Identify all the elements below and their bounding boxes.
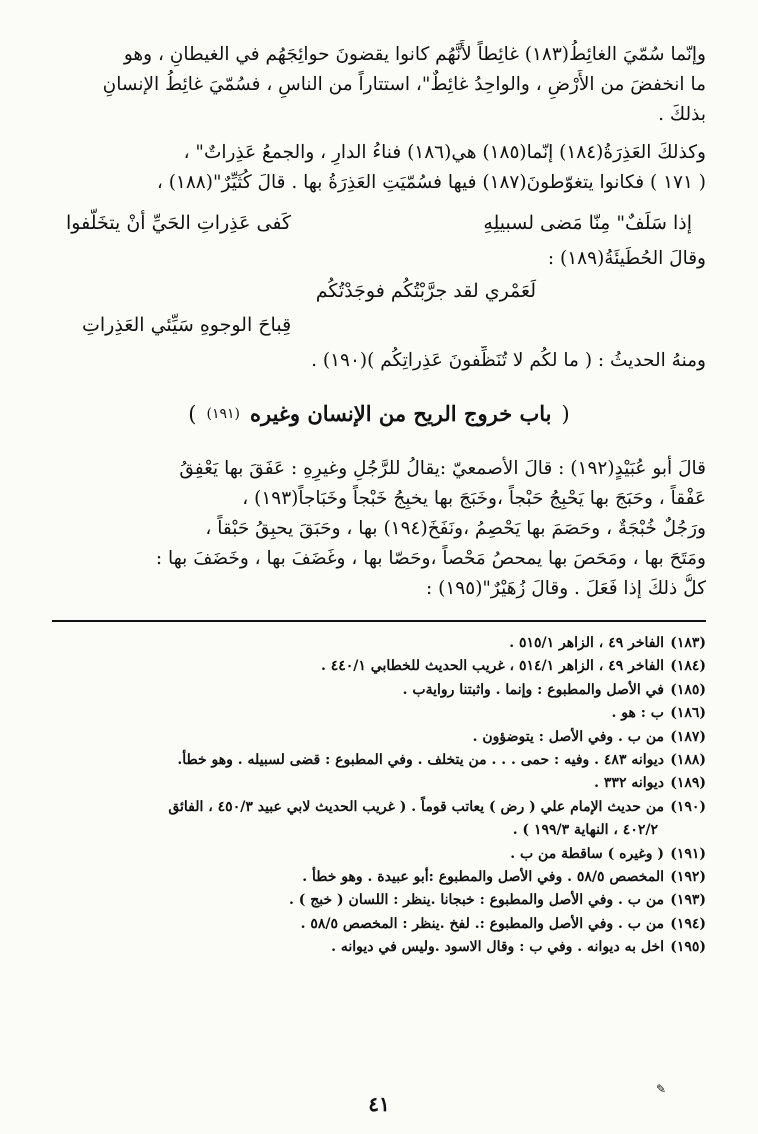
chapter-close-paren: ) <box>188 402 197 426</box>
text-line: ( ١٧١ ) فكانوا يتغوّطونَ(١٨٧) فيها فسُمّيَتِ العَذِرَةُ بها . قالَ كُثَيِّرٌ"(١٨٨) ، <box>156 172 706 193</box>
document-page <box>52 40 706 1114</box>
footnote-continuation <box>52 819 706 842</box>
footnote <box>52 913 706 936</box>
chapter-open-paren: ( <box>561 402 570 426</box>
footnote-text: من ب . وفي الأصل والمطبوع : خبجانا .ينظر : اللسان ( خبج ) . <box>289 892 664 909</box>
text-line: بذلكَ . <box>658 104 706 125</box>
footnote-text: ديوانه ٤٨٣ . وفيه : حمى . . . من يتخلف . وفي المطبوع : قضى لسبيله . وهو خطأ. <box>177 752 664 769</box>
page-number: ٤١ <box>368 1092 390 1116</box>
paragraph-ghaeit <box>52 40 706 130</box>
footnote-text: اخل به ديوانه . وفي ب : وقال الاسود .وليس في ديوانه . <box>331 939 664 956</box>
footnote <box>52 936 706 959</box>
footnote <box>52 702 706 725</box>
footnote-number: (١٨٥) <box>670 681 706 698</box>
footnote-number: (١٩٥) <box>670 939 706 956</box>
verse-hutaya-first <box>52 274 706 308</box>
footnote-text: ٤٠٢/٢ ، النهاية ١٩٩/٣ ) . <box>512 822 658 839</box>
footnote-text: ( وغيره ) ساقطة من ب . <box>510 845 664 862</box>
text-line: ورَجُلٌ خُبْجَةٌ ، وحَصَمَ بها يَحْصِمُ ،ونَفَخَ(١٩٤) بها ، وحَبَقَ يحبِقُ حَبْقاً ، <box>205 518 706 539</box>
footnote-number: (١٨٨) <box>670 752 706 769</box>
footnote-number: (١٨٦) <box>670 705 706 722</box>
footnote <box>52 843 706 866</box>
text-line: عَفْقاً ، وحَبَجَ بها يَحْبِجُ حَبْجاً ،وخَبَجَ بها يخبِجُ خَبْجاً وخَبَاجاً(١٩٣) ، <box>242 488 706 509</box>
footnote-text: في الأصل والمطبوع : وإنما . واثبتنا روايةب . <box>402 681 664 698</box>
footnote-number: (١٩٢) <box>670 869 706 886</box>
footnote <box>52 796 706 819</box>
footnote <box>52 655 706 678</box>
footnote <box>52 679 706 702</box>
footnote <box>52 866 706 889</box>
text-line: وإنّما سُمّيَ الغائِطُ(١٨٣) غائِطاً لأَنَّهُم كانوا يقضونَ حوائِجَهُم في الغيطانِ ، وهو <box>123 44 706 65</box>
footnote <box>52 632 706 655</box>
footnote-number: (١٨٩) <box>670 775 706 792</box>
footnote-text: ب : هو . <box>611 705 664 722</box>
footnote-text: من ب . وفي الأصل والمطبوع :. لفخ .ينظر : المخصص ٥٨/٥ . <box>300 915 664 932</box>
footnote <box>52 889 706 912</box>
footnote-number: (١٩٣) <box>670 892 706 909</box>
footnote-number: (١٨٧) <box>670 728 706 745</box>
footnote-text: الفاخر ٤٩ ، الزاهر ٥١٤/١ ، غريب الحديث للخطابي ٤٤٠/١ . <box>320 658 664 675</box>
chapter-footnote-ref: (١٩١) <box>206 406 240 422</box>
footnote-number: (١٩٤) <box>670 915 706 932</box>
footnote <box>52 772 706 795</box>
paragraph-abu-ubayd <box>52 454 706 604</box>
hadith-line: ومنهُ الحديثُ : ( ما لكُم لا تُنَظِّفونَ عَذِراتِكُم )(١٩٠) . <box>311 350 706 371</box>
footnote <box>52 726 706 749</box>
verse-hemistich-right: إذا سَلَفٌ" مِنّا مَضى لسبيلِهِ <box>483 212 692 234</box>
footnote-text: الفاخر ٤٩ ، الزاهر ٥١٥/١ . <box>509 635 664 651</box>
footnote-number: (١٩٠) <box>670 798 706 815</box>
paragraph-adhira <box>52 138 706 198</box>
chapter-title: باب خروج الريح من الإنسان وغيره <box>249 401 552 426</box>
verse-kuthayyir <box>52 206 706 240</box>
footnote-number: (١٨٣) <box>670 635 706 651</box>
text-line: ما انخفضَ من الأَرْضِ ، والواحِدُ غائِطٌ"، استتاراً من الناسِ ، فسُمّيَ غائِطُ الإنسانِ <box>102 74 706 95</box>
footnote-number: (١٨٤) <box>670 658 706 675</box>
verse-hemistich-left: كَفى عَذِراتِ الحَيِّ أنْ يتخَلّفوا <box>66 212 291 234</box>
footnote-text: من حديث الإمام علي ( رض ) يعاتب قوماً . ( غريب الحديث لابي عبيد ٤٥٠/٣ ، الفائق <box>168 798 664 815</box>
text-line: قالَ أبو عُبَيْدٍ(١٩٢) : قالَ الأصمعيّ :يقالُ للرَّجُلِ وغيرِهِ : عَفَقَ بها يَعْفِقُ <box>179 458 706 479</box>
text-line: كلُّ ذلكَ إذا فَعَلَ . وقالَ زُهَيْرٌ"(١٩٥) : <box>426 578 706 599</box>
footnote-divider <box>52 620 706 622</box>
chapter-heading <box>52 394 706 434</box>
footnote-text: من ب . وفي الأصل : يتوضؤون . <box>472 728 664 745</box>
ink-mark: ✎ <box>656 1082 667 1096</box>
verse-hemistich-left: قِباحَ الوجوهِ سَيِّئي العَذِراتِ <box>82 314 292 336</box>
footnote-text: ديوانه ٣٣٢ . <box>594 775 664 792</box>
text-line: ومَتَحَ بها ، ومَحَصَ بها يمحصُ مَحْصاً ،وحَصّا بها ، وغَضَفَ بها ، وخَضَفَ بها : <box>155 548 706 569</box>
footnote-text: المخصص ٥٨/٥ . وفي الأصل والمطبوع :أبو عبيدة . وهو خطأ . <box>302 869 664 886</box>
verse-hutaya-second <box>52 308 706 342</box>
verse-intro: وقالَ الحُطَيئَةُ(١٨٩) : <box>547 248 706 269</box>
verse-hemistich-right: لَعَمْري لقد جرَّبْتُكُم فوجَدْتُكُم <box>315 280 536 302</box>
footnote-number: (١٩١) <box>670 845 706 862</box>
footnote <box>52 749 706 772</box>
footnotes <box>52 632 706 960</box>
text-line: وكذلكَ العَذِرَةُ(١٨٤) إنّما(١٨٥) هي(١٨٦) فناءُ الدارِ ، والجمعُ عَذِراتٌ" ، <box>183 142 706 163</box>
